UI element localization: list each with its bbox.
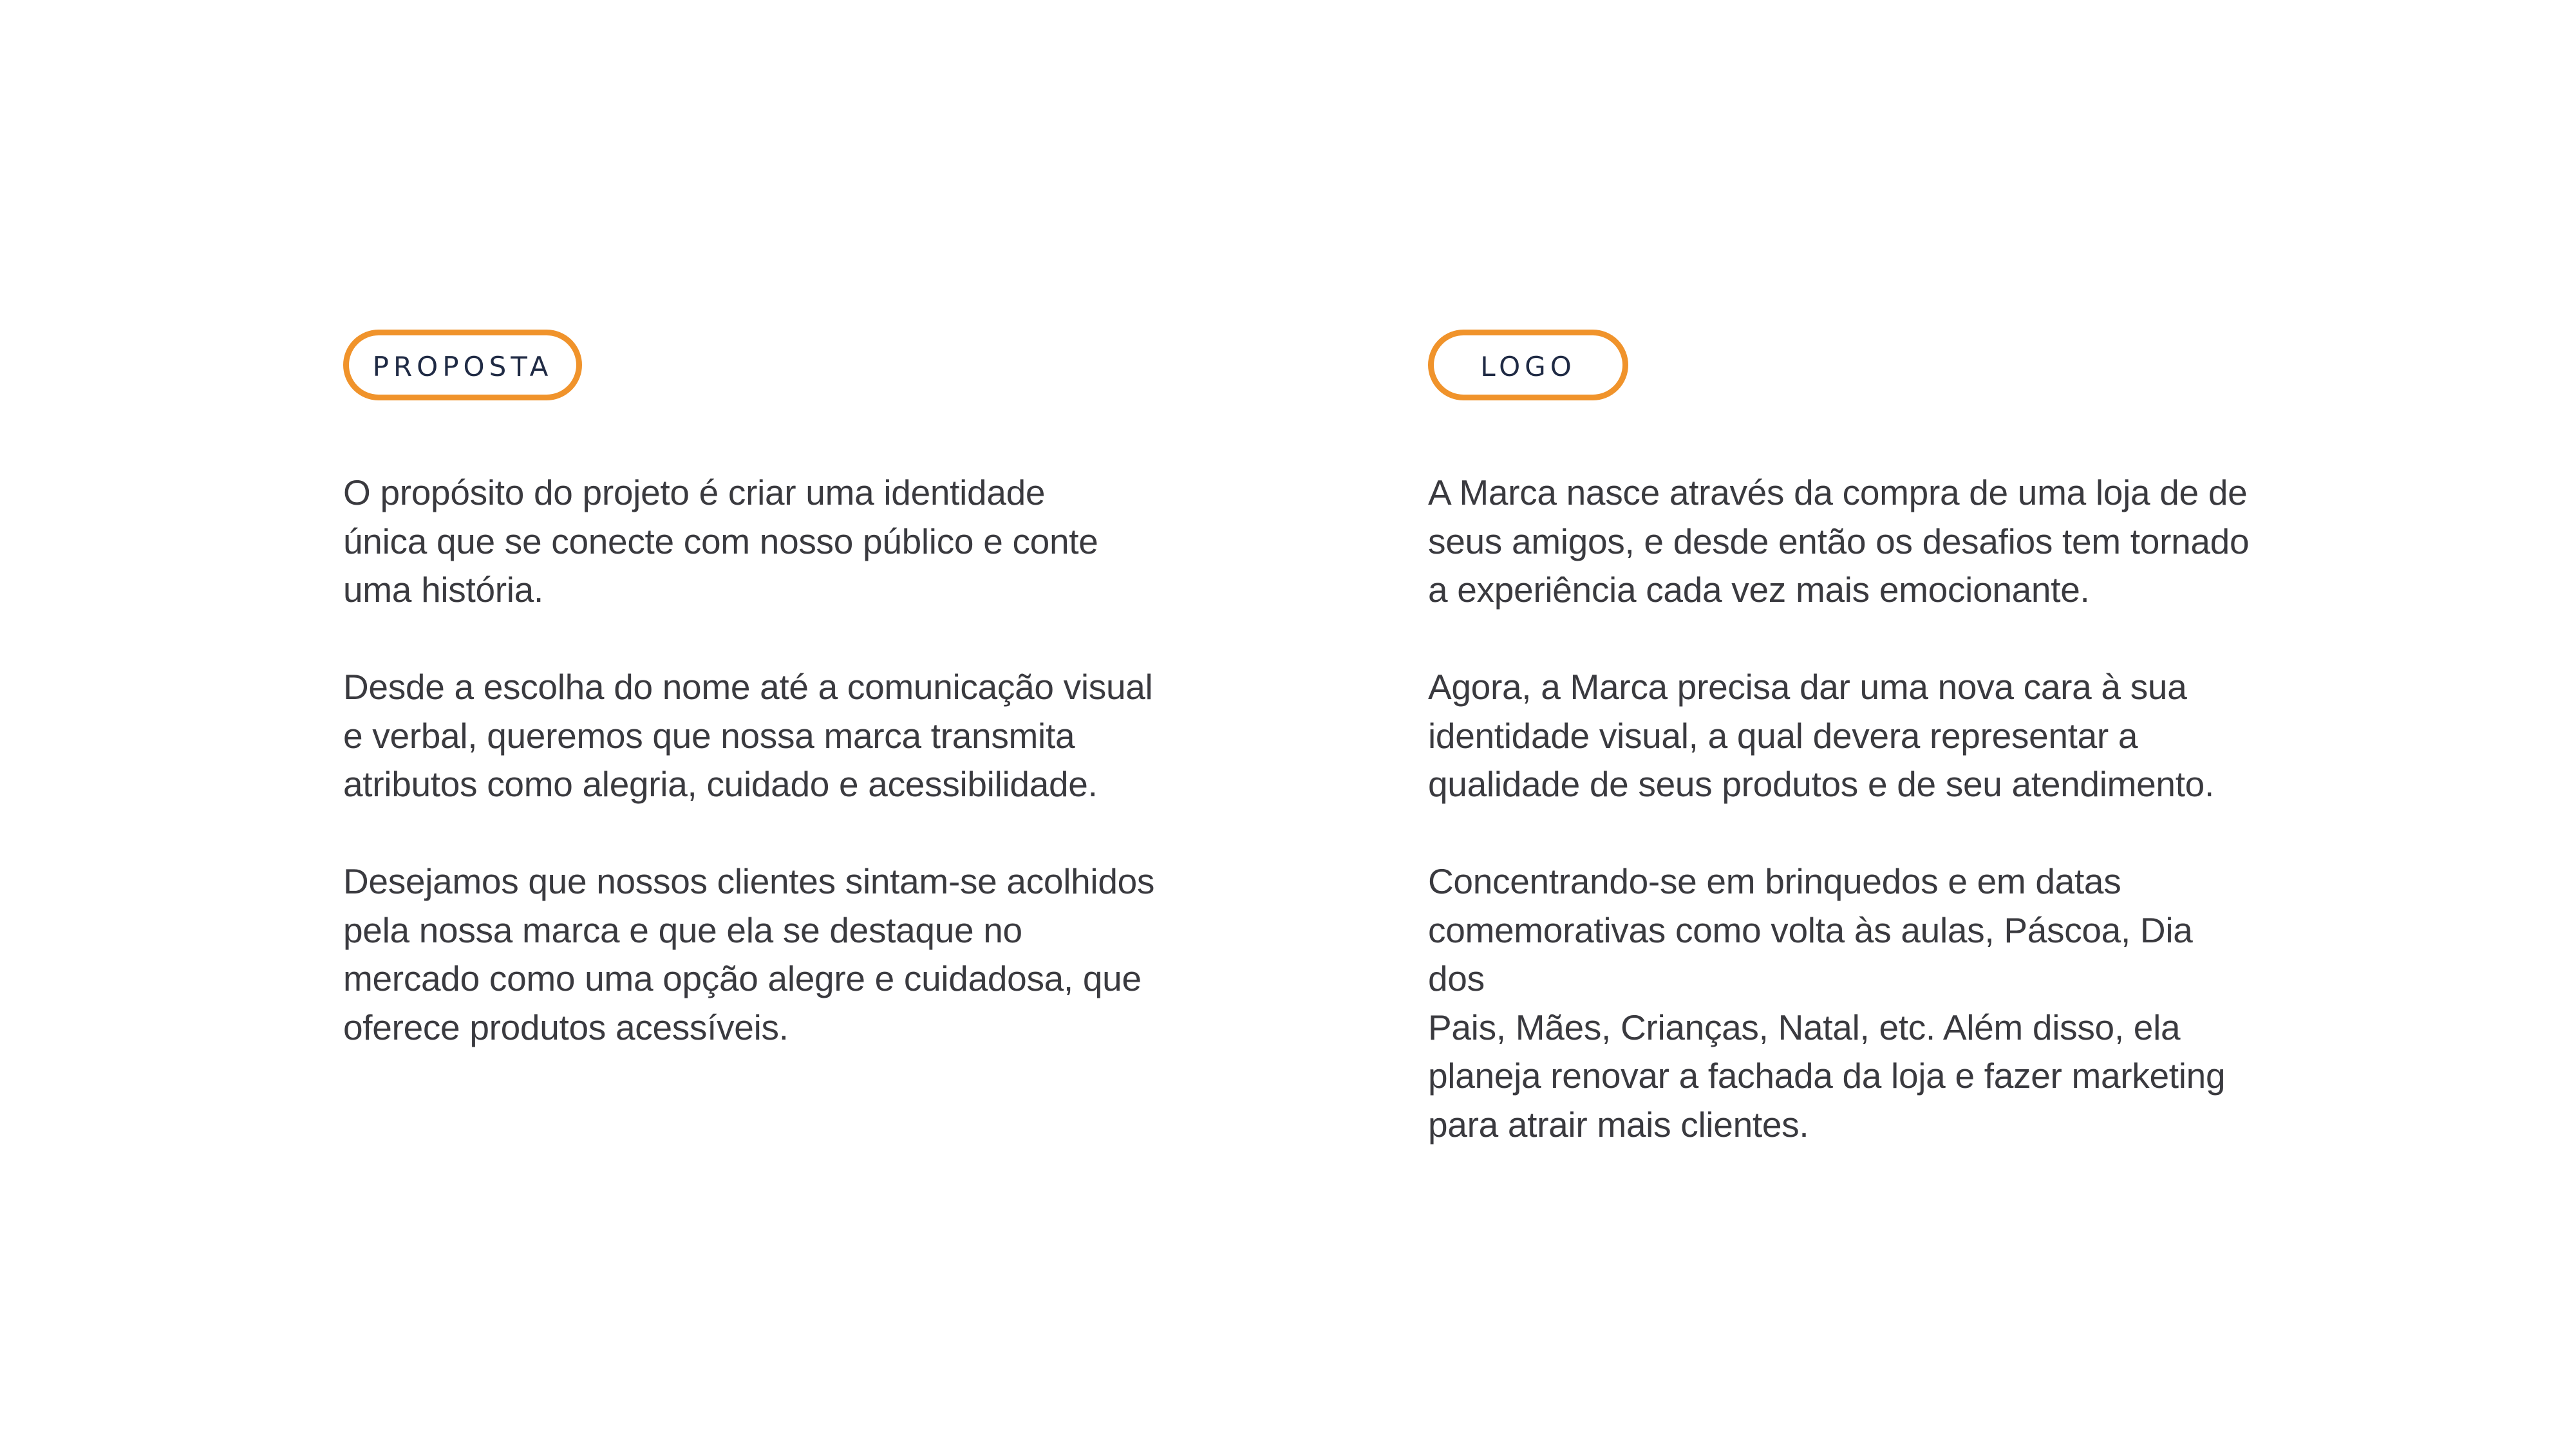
proposta-paragraph-2: Desde a escolha do nome até a comunicação visual e verbal, queremos que nossa marca transmita atributos como alegria, cuidado e acessibilidade. bbox=[343, 667, 1153, 804]
logo-label-badge: LOGO bbox=[1428, 330, 1628, 400]
logo-paragraph-2: Agora, a Marca precisa dar uma nova cara à sua identidade visual, a qual devera representar a qualidade de seus produtos e de seu atendimento. bbox=[1428, 667, 2214, 804]
proposta-paragraph-1: O propósito do projeto é criar uma identidade única que se conecte com nosso público e conte uma história. bbox=[343, 472, 1098, 610]
proposta-section bbox=[343, 330, 1167, 1052]
logo-paragraph-1: A Marca nasce através da compra de uma loja de de seus amigos, e desde então os desafios tem tornado a experiência cada vez mais emocionante. bbox=[1428, 472, 2250, 610]
logo-paragraph-3: Concentrando-se em brinquedos e em datas comemorativas como volta às aulas, Páscoa, Dia dos Pais, Mães, Crianças, Natal, etc. Além disso, ela planeja renovar a fachada da loja e fazer marketing para atrair mais clientes. bbox=[1428, 861, 2226, 1145]
proposta-label-badge: PROPOSTA bbox=[343, 330, 582, 400]
logo-section bbox=[1428, 330, 2252, 1149]
logo-body bbox=[1428, 469, 2252, 1149]
proposta-paragraph-3: Desejamos que nossos clientes sintam-se acolhidos pela nossa marca e que ela se destaque no mercado como uma opção alegre e cuidadosa, que oferece produtos acessíveis. bbox=[343, 861, 1155, 1047]
proposta-body bbox=[343, 469, 1167, 1052]
